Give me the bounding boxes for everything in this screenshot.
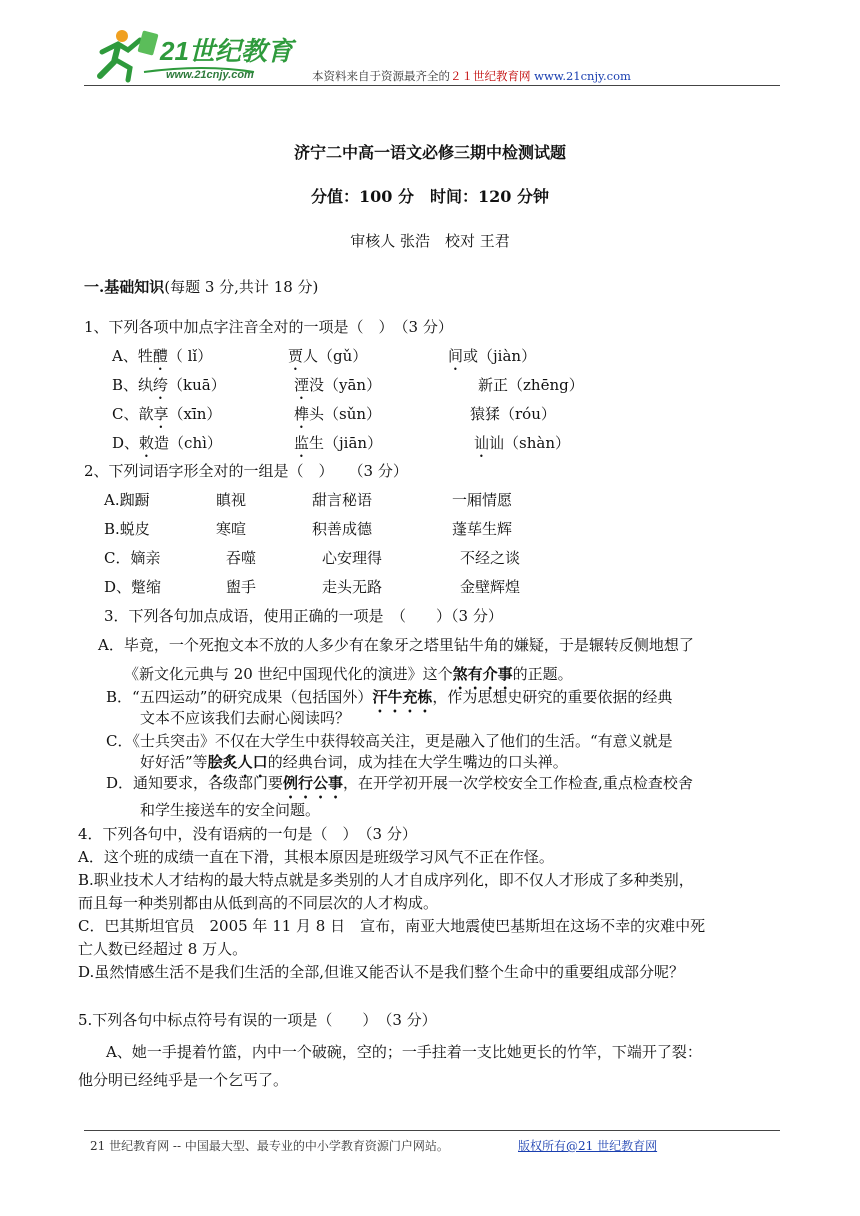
q1-option-a-word3: 间或（jiàn） — [448, 347, 537, 365]
q4-line-3: 而且每一种类别都由从低到高的不同层次的人才构成。 — [78, 894, 439, 912]
question-3-stem: 3．下列各句加点成语，使用正确的一项是 （ ）（3 分） — [104, 607, 503, 625]
q1-option-a: A、牲醴（ lǐ） — [112, 347, 213, 365]
footer-copyright-link[interactable]: 版权所有@21 世纪教育网 — [518, 1139, 658, 1153]
q2-a-3: 甜言秘语 — [312, 491, 373, 509]
svg-text:www.21cnjy.com: www.21cnjy.com — [166, 69, 254, 81]
q1-option-d: D、敕造（chì） — [112, 434, 222, 452]
q4-line-1: A．这个班的成绩一直在下滑，其根本原因是班级学习风气不正在作怪。 — [78, 848, 554, 866]
q2-d-4: 金壁辉煌 — [460, 578, 521, 596]
q2-a-1: A.踟蹰 — [104, 491, 150, 509]
q5-option-a-line1: A、她一手提着竹篮，内中一个破碗，空的；一手拄着一支比她更长的竹竿，下端开了裂： — [106, 1043, 702, 1061]
q2-b-3: 积善成德 — [312, 520, 373, 538]
q2-a-4: 一厢情愿 — [452, 491, 513, 509]
q3-option-a-line1: A．毕竟，一个死抱文本不放的人多少有在象牙之塔里钻牛角的嫌疑，于是辗转反侧地想了 — [98, 636, 694, 654]
section-heading: 一.基础知识(每题 3 分,共计 18 分) — [84, 278, 319, 296]
q1-option-c-word3: 猿猱（róu） — [470, 405, 556, 423]
q1-option-b: B、纨绔（kuā） — [112, 376, 226, 394]
q1-option-c-word2: 榫头（sǔn） — [294, 405, 382, 423]
header-url-link[interactable]: www.21cnjy.com — [534, 69, 631, 83]
q4-line-5: 亡人数已经超过 8 万人。 — [78, 940, 248, 958]
question-5-stem: 5.下列各句中标点符号有误的一项是（ ） （3 分） — [78, 1011, 437, 1029]
q2-c-2: 吞噬 — [226, 549, 257, 567]
q2-c-1: C．嫡亲 — [104, 549, 161, 567]
q2-c-4: 不经之谈 — [460, 549, 521, 567]
runner-logo-icon — [84, 26, 304, 86]
question-2-stem: 2、下列词语字形全对的一组是（ ） （3 分） — [84, 462, 408, 480]
q2-b-4: 蓬荜生辉 — [452, 520, 513, 538]
q5-option-a-line2: 他分明已经纯乎是一个乞丐了。 — [78, 1071, 289, 1089]
page-title: 济宁二中高一语文必修三期中检测试题 — [293, 143, 566, 162]
q1-option-b-word3: 新正（zhēng） — [478, 376, 584, 394]
question-1-stem: 1、下列各项中加点字注音全对的一项是（ ） （3 分） — [84, 318, 453, 336]
footer-rule — [84, 1130, 780, 1131]
header-note: 本资料来自于资源最齐全的２１世纪教育网 www.21cnjy.com — [312, 69, 631, 83]
q2-b-1: B.蜕皮 — [104, 520, 150, 538]
q2-b-2: 寒喧 — [216, 520, 247, 538]
q1-option-a-word2: 贾人（gǔ） — [288, 347, 368, 365]
q1-option-c: C、歆享（xīn） — [112, 405, 222, 423]
q3-option-b-line1: B．“五四运动”的研究成果（包括国外）汗牛充栋，作为思想史研究的重要依据的经典 — [106, 688, 673, 706]
q3-option-c-line1: C．《士兵突击》不仅在大学生中获得较高关注，更是融入了他们的生活。“有意义就是 — [106, 732, 673, 750]
header-rule — [84, 85, 780, 86]
site-logo — [84, 26, 304, 86]
q1-option-d-word2: 监生（jiān） — [294, 434, 383, 452]
question-4-stem: 4．下列各句中，没有语病的一句是（ ） （3 分） — [78, 825, 417, 843]
q3-option-d-line1: D．通知要求，各级部门要例行公事，在开学初开展一次学校安全工作检查,重点检查校舍 — [106, 774, 693, 792]
q4-line-4: C．巴其斯坦官员 2005 年 11 月 8 日 宣布，南亚大地震使巴基斯坦在这场不幸的灾难中死 — [78, 917, 706, 935]
q3-option-a-line2: 《新文化元典与 20 世纪中国现代化的演进》这个煞有介事的正题。 — [124, 665, 573, 683]
q2-d-3: 走头无路 — [322, 578, 383, 596]
q2-d-2: 盥手 — [226, 578, 257, 596]
q2-c-3: 心安理得 — [322, 549, 383, 567]
q2-a-2: 瞋视 — [216, 491, 247, 509]
q4-line-6: D.虽然情感生活不是我们生活的全部,但谁又能否认不是我们整个生命中的重要组成部分呢？ — [78, 963, 685, 981]
reviewers: 审核人 张浩 校对 王君 — [350, 232, 510, 250]
q3-option-b-line2: 文本不应该我们去耐心阅读吗？ — [140, 709, 351, 727]
q3-option-d-line2: 和学生接送车的安全问题。 — [140, 801, 321, 819]
score-time: 分值：100 分 时间：120 分钟 — [311, 187, 549, 206]
q1-option-d-word3: 讪讪（shàn） — [474, 434, 570, 452]
footer-text: 21 世纪教育网 -- 中国最大型、最专业的中小学教育资源门户网站。 — [90, 1139, 449, 1153]
q1-option-b-word2: 湮没（yān） — [294, 376, 382, 394]
q2-d-1: D、蹩缩 — [104, 578, 162, 596]
q4-line-2: B.职业技术人才结构的最大特点就是多类别的人才自成序列化，即不仅人才形成了多种类别， — [78, 871, 694, 889]
svg-text:21世纪教育: 21世纪教育 — [160, 36, 293, 66]
q3-option-c-line2: 好好活”等脍炙人口的经典台词，成为挂在大学生嘴边的口头禅。 — [140, 753, 568, 771]
